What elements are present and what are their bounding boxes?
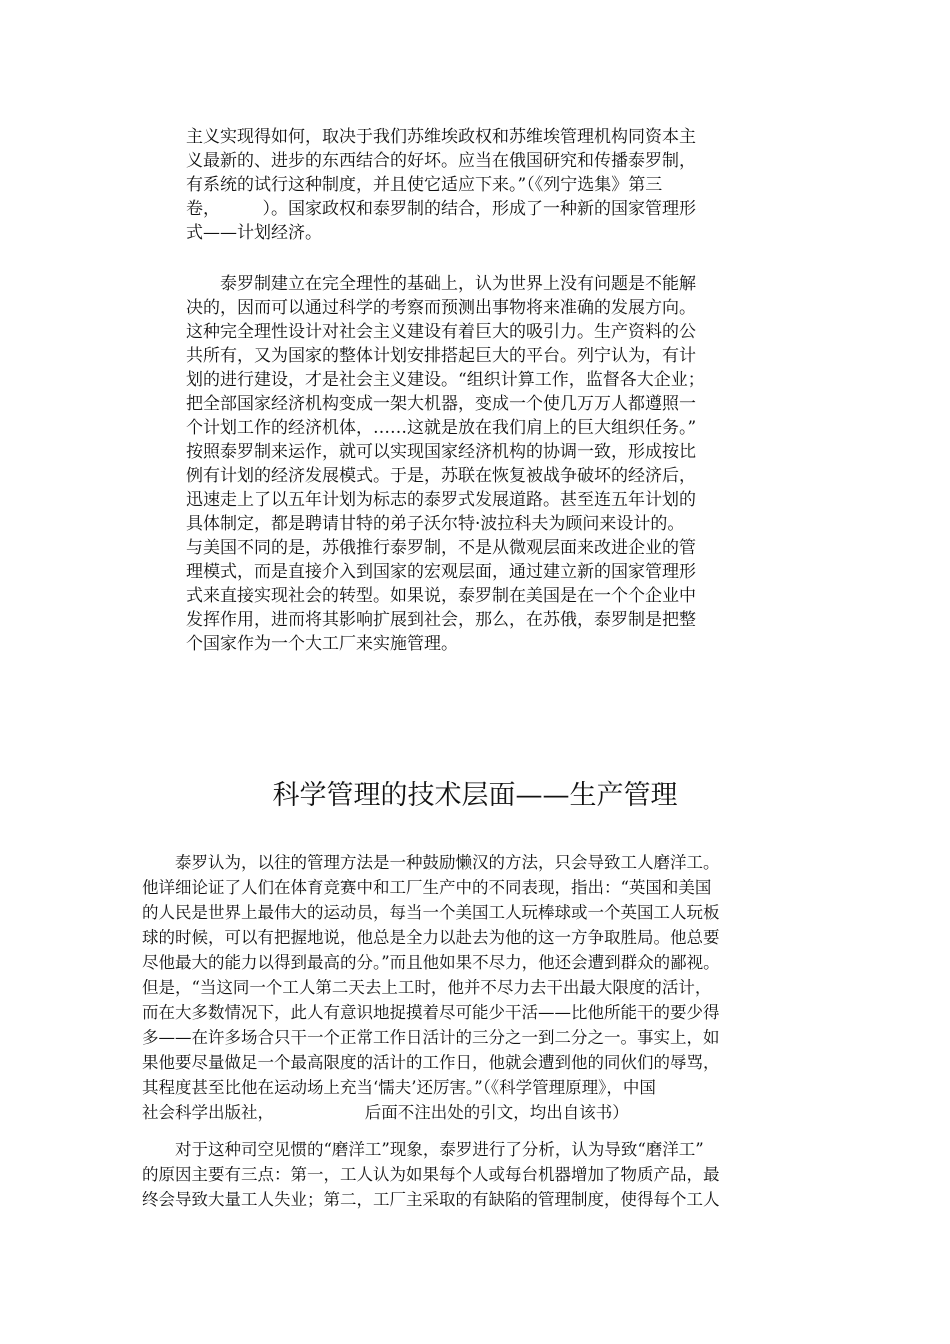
text-line: 迅速走上了以五年计划为标志的泰罗式发展道路。甚至连五年计划的 — [186, 490, 696, 510]
text-line: 的人民是世界上最伟大的运动员，每当一个美国工人玩棒球或一个英国工人玩板 — [142, 903, 720, 922]
text-line: 其程度甚至比他在运动场上充当‘懦夫’还厉害。”（《科学管理原理》，中国 — [142, 1078, 656, 1097]
text-line: 他详细论证了人们在体育竞赛中和工厂生产中的不同表现，指出：“英国和美国 — [142, 878, 712, 897]
text-line: 式——计划经济。 — [186, 223, 322, 243]
text-line: 果他要尽量做足一个最高限度的活计的工作日，他就会遭到他的同伙们的辱骂， — [142, 1053, 720, 1072]
text-line: 球的时候，可以有把握地说，他总是全力以赴去为他的这一方争取胜局。他总要 — [142, 928, 720, 947]
text-line: 与美国不同的是，苏俄推行泰罗制，不是从微观层面来改进企业的管 — [186, 538, 696, 558]
text-line: 对于这种司空见惯的“磨洋工”现象，泰罗进行了分析，认为导致“磨洋工” — [142, 1140, 704, 1159]
text-line: 理模式，而是直接介入到国家的宏观层面，通过建立新的国家管理形 — [186, 562, 696, 582]
text-line: 主义实现得如何，取决于我们苏维埃政权和苏维埃管理机构同资本主 — [186, 127, 696, 147]
text-line: 共所有，又为国家的整体计划安排搭起巨大的平台。列宁认为，有计 — [186, 346, 696, 366]
text-line: 多——在许多场合只干一个正常工作日活计的三分之一到二分之一。事实上，如 — [142, 1028, 720, 1047]
text-line: 发挥作用，进而将其影响扩展到社会，那么，在苏俄，泰罗制是把整 — [186, 610, 696, 630]
text-line: 具体制定，都是聘请甘特的弟子沃尔特·波拉科夫为顾问来设计的。 — [186, 514, 685, 534]
text-line: 把全部国家经济机构变成一架大机器，变成一个使几万万人都遵照一 — [186, 394, 696, 414]
text-line: 而在大多数情况下，此人有意识地捉摸着尽可能少干活——比他所能干的要少得 — [142, 1003, 720, 1022]
text-line: 终会导致大量工人失业；第二，工厂主采取的有缺陷的管理制度，使得每个工人 — [142, 1190, 720, 1209]
text-line: 按照泰罗制来运作，就可以实现国家经济机构的协调一致，形成按比 — [186, 442, 696, 462]
text-line: 卷， ）。国家政权和泰罗制的结合，形成了一种新的国家管理形 — [186, 199, 696, 219]
text-line: 划的进行建设，才是社会主义建设。“组织计算工作，监督各大企业； — [186, 370, 705, 390]
text-line: 义最新的、进步的东西结合的好坏。应当在俄国研究和传播泰罗制， — [186, 151, 696, 171]
text-line: 这种完全理性设计对社会主义建设有着巨大的吸引力。生产资料的公 — [186, 322, 696, 342]
text-line: 有系统的试行这种制度，并且使它适应下来。”（《列宁选集》第三 — [186, 175, 663, 195]
section-title: 科学管理的技术层面——生产管理 — [272, 780, 678, 811]
text-line: 的原因主要有三点：第一，工人认为如果每个人或每台机器增加了物质产品，最 — [142, 1165, 720, 1184]
text-line: 泰罗认为，以往的管理方法是一种鼓励懒汉的方法，只会导致工人磨洋工。 — [142, 853, 720, 872]
text-line: 决的，因而可以通过科学的考察而预测出事物将来准确的发展方向。 — [186, 298, 696, 318]
text-line: 式来直接实现社会的转型。如果说，泰罗制在美国是在一个个企业中 — [186, 586, 696, 606]
text-line: 但是，“当这同一个工人第二天去上工时，他并不尽力去干出最大限度的活计， — [142, 978, 712, 997]
text-line: 个计划工作的经济机体，……这就是放在我们肩上的巨大组织任务。” — [186, 418, 697, 438]
text-line: 泰罗制建立在完全理性的基础上，认为世界上没有问题是不能解 — [186, 274, 696, 294]
text-line: 个国家作为一个大工厂来实施管理。 — [186, 634, 458, 654]
text-line: 例有计划的经济发展模式。于是，苏联在恢复被战争破坏的经济后， — [186, 466, 696, 486]
text-line: 尽他最大的能力以得到最高的分。”而且他如果不尽力，他还会遭到群众的鄙视。 — [142, 953, 720, 972]
text-line: 社会科学出版社， 后面不注出处的引文，均出自该书） — [142, 1103, 629, 1122]
